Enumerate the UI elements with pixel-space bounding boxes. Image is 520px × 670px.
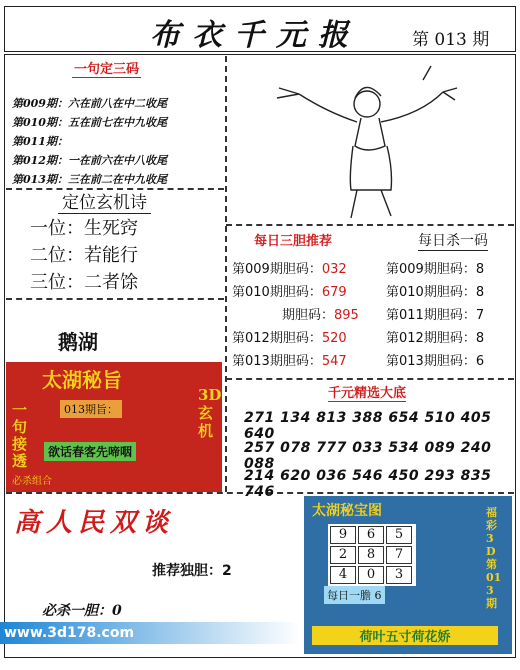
grid-cell: 6 [358,526,384,544]
three-biles-row: 第012期胆码：520 [232,331,347,346]
grid-cell: 8 [358,546,384,564]
lake-secret-panel [6,362,222,492]
lake-side-right: 3D玄机 [198,386,222,440]
lake-treasure-daily: 每日一膽 6 [324,586,385,604]
kill-one-row: 第010期胆码：8 [386,285,485,300]
jingxuan-line: 214 620 036 546 450 293 835 746 [244,468,492,500]
lake-treasure-grid [328,524,416,586]
lake-banner: 太湖秘旨 [42,368,122,392]
poem-line: 一位：生死窍 [30,218,138,239]
bottom-banner: 高人民双谈 [14,508,175,538]
poem-line: 二位：若能行 [30,245,138,266]
dancing-woman-illustration [245,62,495,222]
three-biles-row: 期胆码：895 [282,308,359,323]
grid-cell: 7 [386,546,412,564]
three-biles-row: 第010期胆码：679 [232,285,347,300]
lake-treasure-title: 太湖秘宝图 [312,503,382,519]
grid-cell: 0 [358,566,384,584]
three-biles-row: 第009期胆码：032 [232,262,347,277]
one-sentence-row: 第013期：三在前二在中九收尾 [12,173,167,186]
jingxuan-heading: 千元精选大底 [328,382,406,402]
solo-bile: 推荐独胆：2 [152,563,232,579]
grid-cell: 5 [386,526,412,544]
three-biles-heading: 每日三胆推荐 [254,234,333,249]
lake-treasure-footer: 荷叶五寸荷花娇 [312,626,498,645]
kill-bile: 必杀一胆：0 [42,603,122,619]
one-sentence-heading: 一句定三码 [72,58,141,78]
grid-cell: 9 [330,526,356,544]
grid-cell: 2 [330,546,356,564]
three-biles-table [232,258,359,373]
lake-issue-tag: 013期旨： [60,400,122,418]
one-sentence-list [12,95,167,190]
one-sentence-row: 第011期： [12,135,68,148]
three-biles-row: 第013期胆码：547 [232,354,347,369]
kill-one-row: 第011期胆码：7 [386,308,485,323]
jingxuan-line: 257 078 777 033 534 089 240 088 [244,440,492,472]
poem-heading: 定位玄机诗 [58,188,151,214]
site-url-strip [0,622,300,644]
lake-treasure-panel [304,496,512,654]
poem-line: 三位：二者馀 [30,272,138,293]
divider-top-right [226,224,514,226]
kill-one-table [386,258,484,373]
lake-bottom: 必杀组合 [12,476,52,487]
issue-number: 第 013 期 [412,30,490,50]
kill-one-row: 第013期胆码：6 [386,354,485,369]
one-sentence-row: 第010期：五在前七在中九收尾 [12,116,167,129]
one-sentence-row: 第012期：一在前六在中八收尾 [12,154,167,167]
divider-mid-right [226,378,514,380]
site-url-link[interactable]: www.3d178.com [4,625,135,641]
divider-left-2 [6,298,224,300]
lake-name: 鹅湖 [58,330,98,354]
grid-cell: 4 [330,566,356,584]
kill-one-row: 第012期胆码：8 [386,331,485,346]
lake-side-left: 一句接透 [12,401,28,470]
one-sentence-row: 第009期：六在前八在中二收尾 [12,97,167,110]
kill-one-heading: 每日杀一码 [418,230,488,251]
page-title: 布衣千元报 [150,18,360,53]
grid-cell: 3 [386,566,412,584]
jingxuan-line: 271 134 813 388 654 510 405 640 [244,410,492,442]
kill-one-row: 第009期胆码：8 [386,262,485,277]
lake-phrase: 欲话春客先啼咽 [44,442,136,461]
lake-treasure-issue: 福彩3D第013期 [486,506,502,610]
divider-main-vertical [225,56,227,492]
